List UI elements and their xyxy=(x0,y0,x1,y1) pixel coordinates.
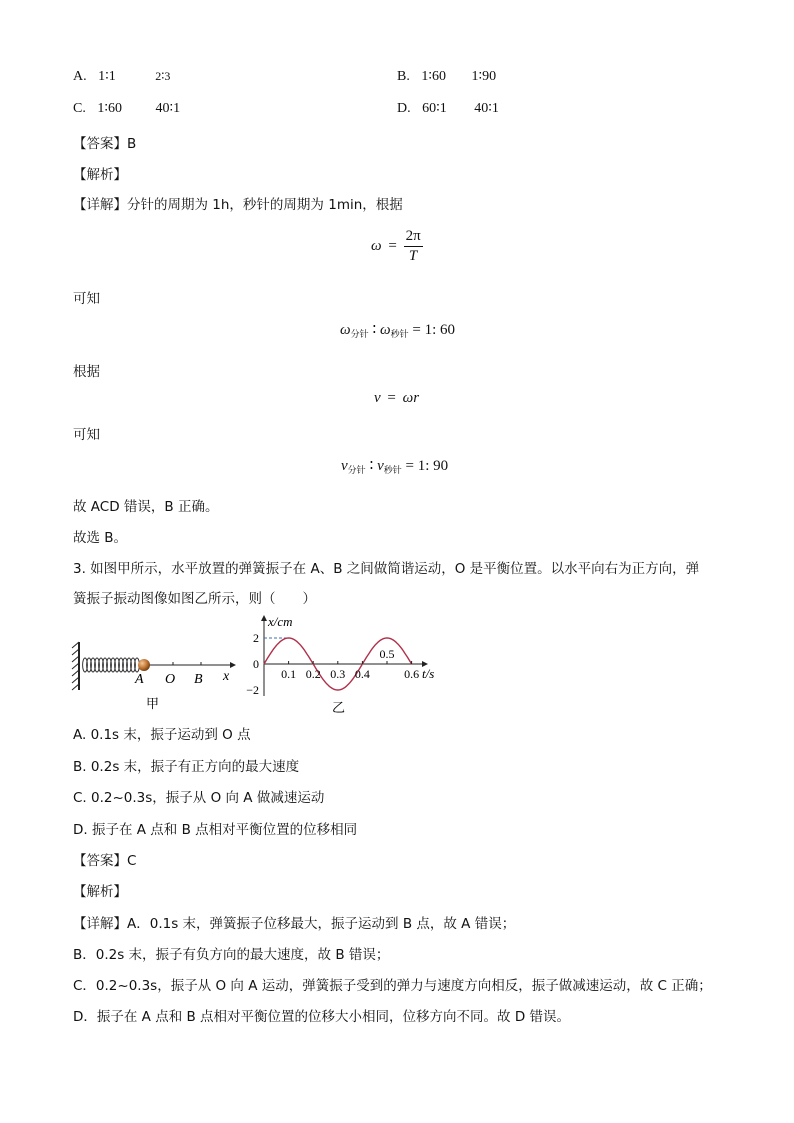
label-o: O xyxy=(165,672,176,687)
option-value-1: 1∶1 xyxy=(98,69,116,84)
formula-symbol: ω xyxy=(402,390,414,406)
caption-yi: 乙 xyxy=(332,701,346,716)
q3-detail-c: C．0.2~0.3s，振子从 O 向 A 运动，弹簧振子受到的弹力与速度方向相反，振子做减速运动，故 C 正确； xyxy=(73,978,712,994)
option-value-2: 1∶90 xyxy=(471,69,497,84)
q3-option-c: C. 0.2~0.3s，振子从 O 向 A 做减速运动 xyxy=(73,790,325,806)
option-value-2: 40∶1 xyxy=(155,101,181,116)
oscillator-ball xyxy=(138,659,150,671)
formula-symbol: ∶ xyxy=(369,458,374,474)
q3-detail-b: B．0.2s 末，振子有负方向的最大速度，故 B 错误； xyxy=(73,947,390,963)
q2-analysis-label: 【解析】 xyxy=(73,167,127,183)
option-letter: D. xyxy=(397,101,411,116)
q2-option-b xyxy=(397,68,496,85)
option-letter: A. xyxy=(73,69,87,84)
x-axis-label: t/s xyxy=(422,666,435,681)
formula-omega-ratio xyxy=(340,320,455,340)
detail-text: 分针的周期为 1h，秒针的周期为 1min，根据 xyxy=(127,197,403,213)
q2-detail xyxy=(73,193,403,213)
option-letter: B. xyxy=(397,69,410,84)
fraction xyxy=(404,228,423,265)
formula-symbol: = xyxy=(387,390,396,406)
fraction-denominator: T xyxy=(408,248,418,264)
formula-subscript: 分针 xyxy=(347,466,366,476)
figure-xt-graph xyxy=(240,612,450,718)
q2-answer xyxy=(73,132,136,152)
y-axis-label: x/cm xyxy=(268,614,293,629)
q2-option-d xyxy=(397,100,499,117)
formula-omega-2pi-over-t xyxy=(371,228,423,265)
q3-option-b: B. 0.2s 末，振子有正方向的最大速度 xyxy=(73,759,300,775)
formula-symbol: ω xyxy=(380,322,391,338)
q2-choose: 故选 B。 xyxy=(73,530,128,546)
option-value-1: 1∶60 xyxy=(97,101,122,116)
q3-option-d: D. 振子在 A 点和 B 点相对平衡位置的位移相同 xyxy=(73,822,358,838)
figure-spring-oscillator xyxy=(70,638,240,718)
kezhi-2: 可知 xyxy=(73,427,100,443)
option-value-2: 2∶3 xyxy=(155,69,171,83)
x-tick-label: 0.2 xyxy=(305,667,321,681)
q3-detail-d: D．振子在 A 点和 B 点相对平衡位置的位移大小相同，位移方向不同。故 D 错误。 xyxy=(73,1009,571,1025)
answer-label: 【答案】 xyxy=(73,853,127,869)
y-tick-label: 2 xyxy=(253,631,259,645)
answer-value: B xyxy=(127,136,137,152)
q3-analysis-label: 【解析】 xyxy=(73,884,127,900)
formula-symbol: v xyxy=(377,458,384,474)
q3-answer xyxy=(73,849,136,869)
q2-conclusion: 故 ACD 错误，B 正确。 xyxy=(73,499,219,515)
formula-symbol: r xyxy=(413,390,420,406)
label-x: x xyxy=(223,669,230,684)
formula-v-omega-r xyxy=(374,390,419,407)
x-tick-label: 0.6 xyxy=(404,667,420,681)
formula-subscript: 秒针 xyxy=(390,330,409,340)
genju: 根据 xyxy=(73,364,100,380)
label-b: B xyxy=(194,672,203,687)
option-value-2: 40∶1 xyxy=(474,101,499,116)
x-tick-label: 0.4 xyxy=(354,667,370,681)
formula-rhs: = 1: 90 xyxy=(405,458,449,474)
caption-jia: 甲 xyxy=(146,697,160,712)
wall xyxy=(72,642,79,690)
q2-option-a xyxy=(73,68,170,85)
option-value-1: 1∶60 xyxy=(421,69,446,84)
y-axis-arrow xyxy=(261,615,267,621)
answer-label: 【答案】 xyxy=(73,136,127,152)
formula-symbol: = xyxy=(388,237,397,254)
y-tick-label: −2 xyxy=(246,683,259,697)
y-tick-label: 0 xyxy=(253,657,259,671)
answer-value: C xyxy=(127,853,137,869)
x-tick-label: 0.5 xyxy=(379,647,395,661)
kezhi-1: 可知 xyxy=(73,291,100,307)
formula-subscript: 秒针 xyxy=(383,466,402,476)
formula-rhs: = 1: 60 xyxy=(412,322,456,338)
q2-option-c xyxy=(73,100,180,117)
formula-symbol: v xyxy=(341,458,348,474)
option-letter: C. xyxy=(73,101,86,116)
fraction-numerator: 2π xyxy=(404,228,423,247)
detail-text: A．0.1s 末，弹簧振子位移最大，振子运动到 B 点，故 A 错误； xyxy=(127,916,516,932)
formula-symbol: v xyxy=(374,390,381,406)
spring xyxy=(83,658,140,672)
q3-stem-line2: 簧振子振动图像如图乙所示，则（ ） xyxy=(73,591,316,607)
q3-option-a: A. 0.1s 末，振子运动到 O 点 xyxy=(73,727,251,743)
formula-symbol: ω xyxy=(371,237,382,254)
formula-symbol: ω xyxy=(340,322,351,338)
formula-v-ratio xyxy=(341,456,448,476)
x-tick-label: 0.1 xyxy=(281,667,297,681)
detail-label: 【详解】 xyxy=(73,197,127,213)
q3-detail-a xyxy=(73,912,515,932)
formula-symbol: ∶ xyxy=(372,322,377,338)
label-a: A xyxy=(135,672,144,687)
x-axis-arrow xyxy=(230,662,236,668)
option-value-1: 60∶1 xyxy=(422,101,447,116)
formula-subscript: 分针 xyxy=(350,330,369,340)
q3-stem-line1: 3. 如图甲所示，水平放置的弹簧振子在 A、B 之间做简谐运动，O 是平衡位置。以水平向右为正方向，弹 xyxy=(73,561,700,577)
x-tick-label: 0.3 xyxy=(330,667,346,681)
detail-label: 【详解】 xyxy=(73,916,127,932)
